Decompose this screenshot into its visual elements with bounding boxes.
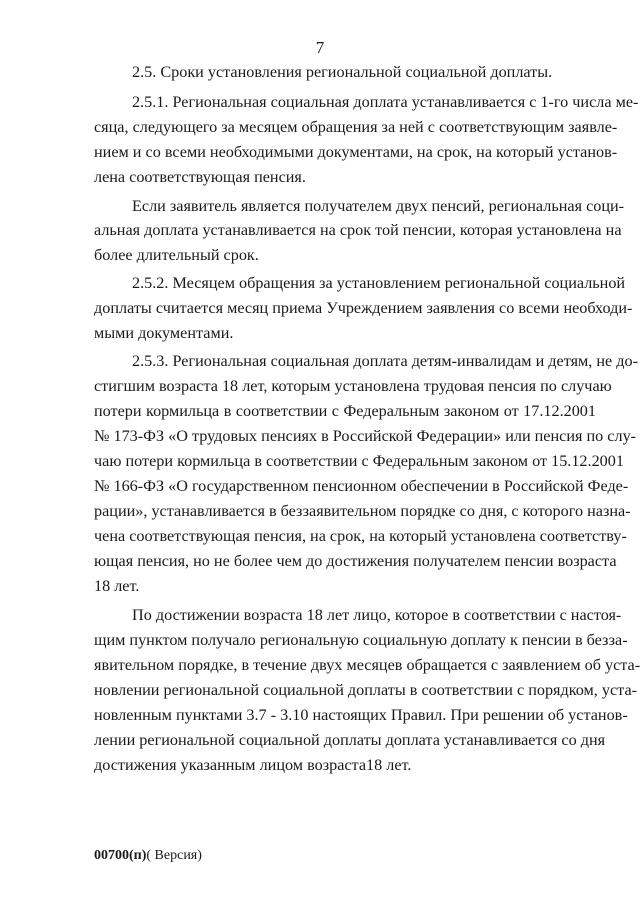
paragraph-line: стигшим возраста 18 лет, которым установлена трудовая пенсия по случаю: [94, 377, 612, 395]
paragraph-line: 2.5.1. Региональная социальная доплата устанавливается с 1-го числа ме-: [132, 93, 639, 111]
paragraph-line: № 173-ФЗ «О трудовых пенсиях в Российской Федерации» или пенсия по слу-: [94, 427, 637, 445]
page-number: 7: [315, 38, 325, 57]
paragraph-line: лена соответствующая пенсия.: [94, 168, 306, 186]
paragraph-line: № 166-ФЗ «О государственном пенсионном обеспечении в Российской Феде-: [94, 477, 629, 495]
paragraph-line: По достижении возраста 18 лет лицо, которое в соответствии с настоя-: [132, 606, 622, 624]
paragraph-line: сяца, следующего за месяцем обращения за ней с соответствующим заявле-: [94, 118, 618, 136]
paragraph-line: Если заявитель является получателем двух пенсий, региональная соци-: [132, 197, 625, 215]
footer-version: ( Версия): [146, 848, 202, 863]
paragraph-line: нием и со всеми необходимыми документами, на срок, на который установ-: [94, 143, 618, 161]
paragraph-line: щим пунктом получало региональную социальную доплату к пенсии в безза-: [94, 631, 628, 649]
paragraph-line: новлении региональной социальной доплаты в соответствии с порядком, уста-: [94, 681, 638, 699]
paragraph-line: достижения указанным лицом возраста18 лет.: [94, 756, 412, 774]
footer-code: 00700(п): [94, 848, 147, 863]
paragraph-line: более длительный срок.: [94, 246, 259, 264]
paragraph-line: чаю потери кормильца в соответствии с Федеральным законом от 15.12.2001: [94, 452, 624, 470]
paragraph-line: рации», устанавливается в беззаявительном порядке со дня, с которого назна-: [94, 502, 631, 520]
document-footer: [94, 848, 202, 864]
paragraph-line: явительном порядке, в течение двух месяцев обращается с заявлением об уста-: [94, 656, 640, 674]
paragraph-line: новленным пунктами 3.7 - 3.10 настоящих Правил. При решении об установ-: [94, 706, 628, 724]
paragraph-line: 18 лет.: [94, 577, 140, 595]
section-heading-2-5: 2.5. Сроки установления региональной социальной доплаты.: [132, 63, 553, 81]
paragraph-line: мыми документами.: [94, 324, 234, 342]
paragraph-line: чена соответствующая пенсия, на срок, на который установлена соответству-: [94, 527, 627, 545]
paragraph-line: 2.5.2. Месяцем обращения за установлением региональной социальной: [132, 274, 626, 292]
paragraph-line: потери кормильца в соответствии с Федеральным законом от 17.12.2001: [94, 402, 596, 420]
paragraph-line: 2.5.3. Региональная социальная доплата детям-инвалидам и детям, не до-: [132, 352, 638, 370]
paragraph-line: альная доплата устанавливается на срок той пенсии, которая установлена на: [94, 221, 622, 239]
paragraph-line: лении региональной социальной доплаты доплата устанавливается со дня: [94, 731, 606, 749]
paragraph-line: ющая пенсия, но не более чем до достижения получателем пенсии возраста: [94, 552, 617, 570]
paragraph-line: доплаты считается месяц приема Учреждением заявления со всеми необходи-: [94, 299, 633, 317]
